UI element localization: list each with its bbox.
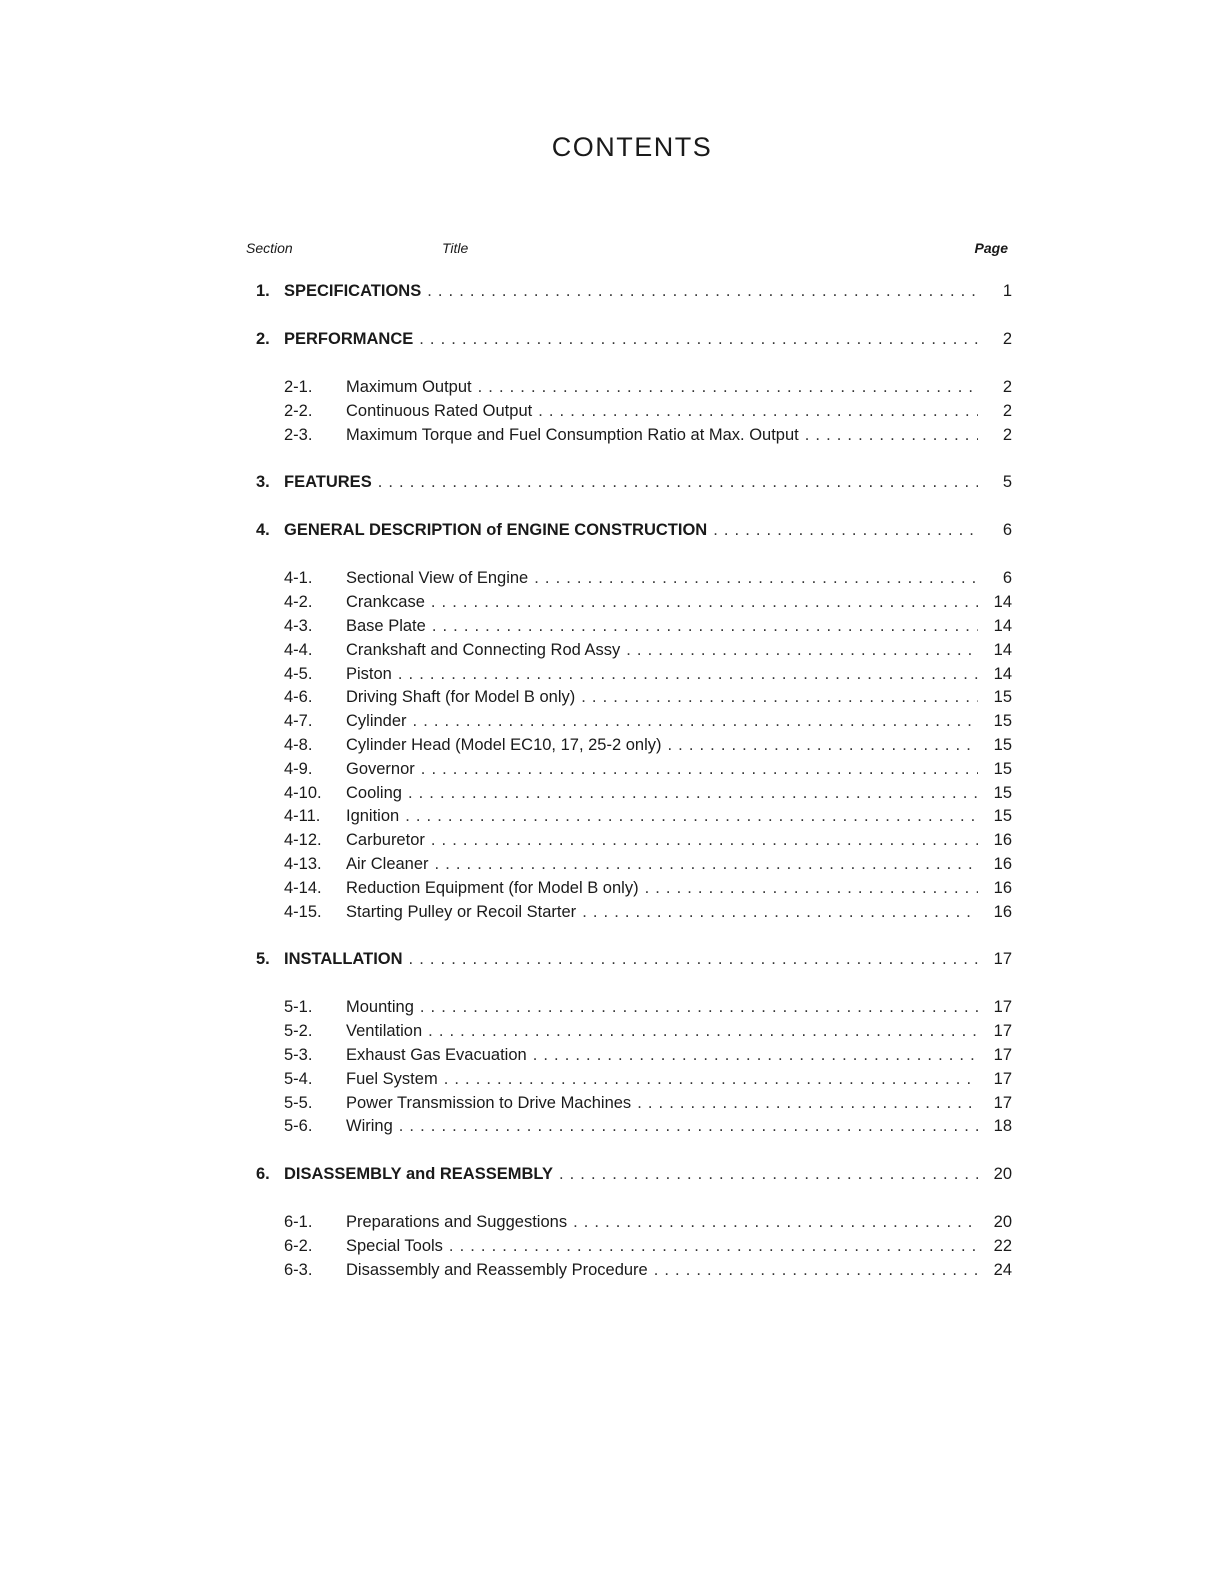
dot-leader	[398, 665, 978, 684]
toc-number: 6-2.	[284, 1236, 313, 1255]
dot-leader	[419, 330, 978, 349]
dot-leader	[427, 282, 978, 301]
toc-number: 4-11.	[284, 807, 321, 826]
toc-page: 6	[1002, 569, 1012, 588]
toc-number: 2-1.	[284, 378, 313, 396]
toc-title: Cylinder	[346, 712, 407, 731]
toc-entry-driving-shaft	[256, 688, 1012, 712]
toc-number: 5-3.	[284, 1045, 313, 1064]
toc-number: 5-4.	[284, 1069, 313, 1088]
toc-number: 4-3.	[284, 616, 313, 635]
dot-leader	[645, 879, 978, 898]
toc-entry-reduction-equipment	[256, 879, 1012, 903]
dot-leader	[413, 712, 978, 731]
toc-number: 4-12.	[284, 831, 322, 850]
toc-title: Ventilation	[346, 1022, 423, 1041]
dot-leader	[534, 569, 978, 588]
toc-entry-continuous-rated-output	[256, 402, 1012, 426]
toc-number: 4-8.	[284, 735, 313, 754]
page-title: CONTENTS	[551, 132, 713, 162]
toc-number: 1.	[256, 282, 270, 300]
dot-leader	[626, 641, 978, 660]
toc-page: 15	[993, 783, 1012, 802]
toc-page: 16	[993, 831, 1012, 850]
toc-entry-performance	[256, 330, 1012, 354]
toc-title: GENERAL DESCRIPTION of ENGINE CONSTRUCTION	[284, 521, 708, 540]
toc-title: Governor	[346, 759, 415, 778]
toc-title: Ignition	[346, 807, 400, 826]
toc-page: 2	[1002, 378, 1012, 396]
toc-page: 17	[993, 998, 1012, 1017]
toc-number: 4-1.	[284, 569, 313, 588]
dot-leader	[668, 736, 979, 755]
toc-entry-fuel-system	[256, 1070, 1012, 1094]
toc-number: 5-2.	[284, 1022, 313, 1041]
toc-entry-sectional-view	[256, 569, 1012, 593]
toc-title: Special Tools	[346, 1236, 443, 1255]
dot-leader	[573, 1213, 978, 1232]
toc-page: 17	[993, 1045, 1012, 1064]
toc-title: Mounting	[346, 998, 414, 1017]
toc-number: 4-7.	[284, 712, 313, 731]
toc-number: 4-10.	[284, 783, 322, 802]
toc-page: 16	[993, 878, 1012, 897]
toc-entry-disassembly	[256, 1165, 1012, 1189]
toc-page: 17	[993, 950, 1012, 969]
header-page: Page	[974, 240, 1008, 256]
table-of-contents	[256, 282, 1012, 1285]
toc-entry-governor	[256, 760, 1012, 784]
toc-page: 6	[1002, 521, 1012, 540]
toc-title: Crankcase	[346, 593, 425, 612]
toc-entry-piston	[256, 665, 1012, 689]
dot-leader	[637, 1094, 978, 1113]
toc-title: FEATURES	[284, 473, 372, 492]
toc-page: 15	[993, 735, 1012, 754]
toc-title: Continuous Rated Output	[346, 401, 533, 420]
dot-leader	[581, 688, 978, 707]
toc-title: Disassembly and Reassembly Procedure	[346, 1260, 648, 1279]
toc-entry-mounting	[256, 998, 1012, 1022]
toc-page: 20	[993, 1213, 1012, 1232]
toc-entry-cylinder-head	[256, 736, 1012, 760]
toc-page: 14	[993, 664, 1012, 683]
dot-leader	[408, 784, 978, 803]
dot-leader	[435, 855, 978, 874]
toc-entry-power-transmission	[256, 1094, 1012, 1118]
toc-page: 17	[993, 1022, 1012, 1041]
toc-title: Carburetor	[346, 831, 425, 850]
dot-leader	[538, 402, 978, 421]
toc-title: Cylinder Head (Model EC10, 17, 25-2 only)	[346, 735, 662, 754]
toc-page: 5	[1002, 473, 1012, 492]
toc-entry-wiring	[256, 1117, 1012, 1141]
dot-leader	[409, 950, 978, 969]
header-section: Section	[246, 240, 293, 256]
toc-page: 15	[993, 807, 1012, 826]
toc-title: Crankshaft and Connecting Rod Assy	[346, 640, 621, 659]
toc-page: 15	[993, 688, 1012, 707]
toc-entry-general-description	[256, 521, 1012, 545]
toc-number: 4-9.	[284, 759, 313, 778]
dot-leader	[559, 1165, 978, 1184]
toc-number: 4-13.	[284, 854, 322, 873]
toc-entry-starting-pulley	[256, 903, 1012, 927]
dot-leader	[654, 1261, 978, 1280]
toc-title: Power Transmission to Drive Machines	[346, 1093, 632, 1112]
dot-leader	[805, 426, 978, 445]
toc-page: 22	[993, 1236, 1012, 1255]
toc-entry-maximum-output	[256, 378, 1012, 402]
toc-number: 6-1.	[284, 1213, 313, 1232]
dot-leader	[421, 760, 978, 779]
dot-leader	[431, 593, 978, 612]
toc-page: 17	[993, 1093, 1012, 1112]
toc-title: SPECIFICATIONS	[284, 282, 422, 300]
dot-leader	[405, 807, 978, 826]
toc-number: 3.	[256, 473, 270, 492]
toc-page: 2	[1002, 425, 1012, 444]
toc-entry-features	[256, 473, 1012, 497]
toc-number: 4-2.	[284, 593, 313, 612]
toc-title: Wiring	[346, 1117, 393, 1136]
toc-title: PERFORMANCE	[284, 330, 414, 348]
toc-page: 17	[993, 1069, 1012, 1088]
toc-number: 2-2.	[284, 401, 313, 420]
toc-page: 2	[1002, 401, 1012, 420]
toc-title: Air Cleaner	[346, 854, 429, 873]
toc-entry-air-cleaner	[256, 855, 1012, 879]
toc-title: Base Plate	[346, 616, 426, 635]
toc-title: Exhaust Gas Evacuation	[346, 1045, 527, 1064]
toc-title: Fuel System	[346, 1069, 438, 1088]
dot-leader	[582, 903, 978, 922]
dot-leader	[478, 378, 978, 397]
toc-entry-base-plate	[256, 617, 1012, 641]
toc-entry-ignition	[256, 807, 1012, 831]
toc-title: Cooling	[346, 783, 402, 802]
toc-number: 6-3.	[284, 1260, 313, 1279]
toc-entry-cooling	[256, 784, 1012, 808]
toc-entry-maximum-torque	[256, 426, 1012, 450]
dot-leader	[444, 1070, 978, 1089]
toc-entry-specifications	[256, 282, 1012, 306]
toc-number: 4-14.	[284, 878, 322, 897]
toc-title: Piston	[346, 664, 392, 683]
toc-number: 5-1.	[284, 998, 313, 1017]
toc-page: 18	[993, 1117, 1012, 1136]
dot-leader	[449, 1237, 978, 1256]
toc-number: 4-15.	[284, 902, 322, 921]
toc-entry-special-tools	[256, 1237, 1012, 1261]
toc-title: Maximum Torque and Fuel Consumption Ratio at Max. Output	[346, 425, 799, 444]
toc-entry-exhaust-gas	[256, 1046, 1012, 1070]
dot-leader	[420, 998, 978, 1017]
toc-page: 15	[993, 712, 1012, 731]
dot-leader	[431, 831, 978, 850]
header-title: Title	[442, 240, 469, 256]
toc-entry-preparations	[256, 1213, 1012, 1237]
toc-title: Maximum Output	[346, 378, 472, 396]
toc-number: 2.	[256, 330, 270, 348]
toc-page: 14	[993, 593, 1012, 612]
toc-number: 4-6.	[284, 688, 313, 707]
toc-page: 16	[993, 854, 1012, 873]
toc-page: 24	[993, 1260, 1012, 1279]
toc-number: 5.	[256, 950, 270, 969]
toc-entry-crankcase	[256, 593, 1012, 617]
toc-page: 20	[993, 1165, 1012, 1184]
toc-entry-ventilation	[256, 1022, 1012, 1046]
dot-leader	[432, 617, 978, 636]
toc-page: 1	[1002, 282, 1012, 300]
toc-page: 16	[993, 902, 1012, 921]
toc-number: 5-5.	[284, 1093, 313, 1112]
toc-number: 5-6.	[284, 1117, 313, 1136]
toc-title: Driving Shaft (for Model B only)	[346, 688, 576, 707]
toc-title: Sectional View of Engine	[346, 569, 529, 588]
toc-entry-carburetor	[256, 831, 1012, 855]
dot-leader	[428, 1022, 978, 1041]
toc-title: INSTALLATION	[284, 950, 403, 969]
toc-entry-disassembly-procedure	[256, 1261, 1012, 1285]
toc-title: Preparations and Suggestions	[346, 1213, 568, 1232]
dot-leader	[378, 473, 978, 492]
toc-entry-crankshaft	[256, 641, 1012, 665]
toc-number: 2-3.	[284, 425, 313, 444]
dot-leader	[533, 1046, 978, 1065]
toc-number: 4-4.	[284, 640, 313, 659]
toc-title: Reduction Equipment (for Model B only)	[346, 878, 639, 897]
toc-title: Starting Pulley or Recoil Starter	[346, 902, 577, 921]
toc-number: 6.	[256, 1165, 270, 1184]
toc-page: 14	[993, 616, 1012, 635]
toc-page: 14	[993, 640, 1012, 659]
toc-title: DISASSEMBLY and REASSEMBLY	[284, 1165, 553, 1184]
toc-number: 4-5.	[284, 664, 313, 683]
toc-entry-cylinder	[256, 712, 1012, 736]
toc-entry-installation	[256, 950, 1012, 974]
dot-leader	[713, 521, 978, 540]
toc-number: 4.	[256, 521, 270, 540]
column-headers	[246, 240, 1010, 260]
toc-page: 15	[993, 759, 1012, 778]
toc-page: 2	[1002, 330, 1012, 348]
dot-leader	[399, 1117, 978, 1136]
